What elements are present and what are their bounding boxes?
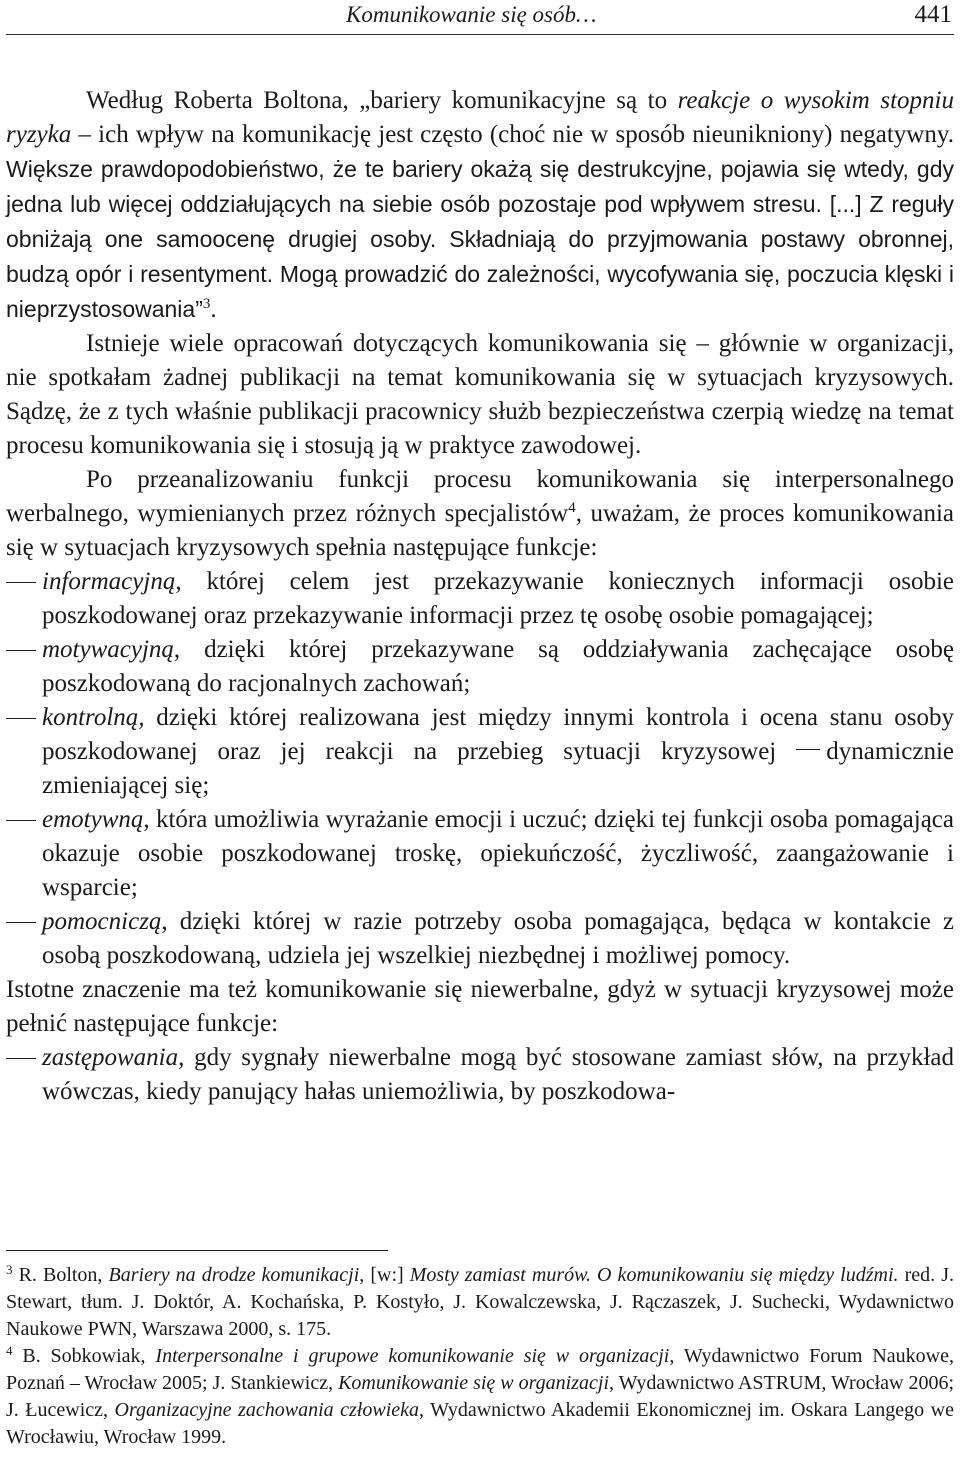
list-text-tail: dynamicznie zmieniającej się; [42,738,954,799]
p3-text-a: Po przeanalizowaniu funkcji procesu komunikowania się interpersonalnego werbalnego, wymienianych przez różnych specjalistów [6,466,954,527]
fn-italic: Bariery na drodze komunikacji [108,1264,360,1286]
footnote-3 [6,1262,954,1343]
footnote-ref-4: 4 [568,500,576,516]
list-text: , dzięki której przekazywane są oddziaływania zachęcające osobę poszkodowaną do racjonalnych zachowań; [42,636,954,697]
p1-quote: Większe prawdopodobieństwo, że te bariery okażą się destrukcyjne, pojawia się wtedy, gdy jedna lub więcej oddziałujących na siebie osób pozostaje pod wpływem stresu. [...] Z reguły obniżają one samoocenę drugiej osoby. Składniają do przyjmowania postawy obronnej, budzą opór i resentyment. Mogą prowadzić do zależności, wycofywania się, poczucia klęski i nieprzystosowania [6,156,954,322]
p1-text-b: – ich wpływ na komunikację jest często (choć nie w sposób nieunikniony) negatywny. [71,121,954,148]
list-item-pomocnicza [6,905,954,973]
footnote-number: 4 [6,1343,13,1358]
fn-text: , [w:] [359,1264,410,1286]
list-item-emotywna [6,803,954,905]
fn-italic: Interpersonalne i grupowe komunikowanie się w organizacji [155,1345,670,1367]
fn-italic: Mosty zamiast murów. O komunikowaniu się między ludźmi. [409,1264,899,1286]
list-term: motywacyjną [42,636,174,663]
header-rule [6,34,954,35]
list-item-kontrolna [6,701,954,803]
body-text [6,84,954,1109]
p1-text-a: Według Roberta Boltona, „bariery komunikacyjne są to [86,87,678,114]
footnote-rule [6,1250,388,1251]
fn-italic: Organizacyjne zachowania człowieka [114,1399,420,1421]
footnote-4 [6,1343,954,1451]
list-item-motywacyjna [6,633,954,701]
list-item-zastepowania [6,1041,954,1109]
list-term: emotywną, [42,806,150,833]
fn-italic: Komunikowanie się w organizacji [338,1372,610,1394]
footnotes [6,1262,954,1451]
paragraph-1: Według Roberta Boltona, „bariery komunikacyjne są to reakcje o wysokim stopniu ryzyka – ich wpływ na komunikację jest często (choć nie w sposób nieunikniony) negatywny. Większe prawdopodobieństwo, że te bariery okażą się destrukcyjne, pojawia się wtedy, gdy jedna lub więcej oddziałujących na siebie osób pozostaje pod wpływem stresu. [...] Z reguły obniżają one samoocenę drugiej osoby. Składniają do przyjmowania postawy obronnej, budzą opór i resentyment. Mogą prowadzić do zależności, wycofywania się, poczucia klęski i nieprzystosowania”$^3$. [6,87,954,323]
fn-text: , Wydawnictwo Akademii Ekonomicznej im. Oskara Langego we Wrocławiu, Wrocław 1999. [6,1399,954,1448]
list-text: gdy sygnały niewerbalne mogą być stosowane zamiast słów, na przykład wówczas, kiedy panujący hałas uniemożliwia, by poszkodowa- [42,1044,954,1105]
paragraph-4: Istotne znaczenie ma też komunikowanie się niewerbalne, gdyż w sytuacji kryzysowej może pełnić następujące funkcje: [6,976,954,1037]
p1-italic: reakcje o wysokim stopniu ryzyka [6,87,954,148]
fn-text: , Wydawnictwo ASTRUM, Wrocław 2006; J. Łucewicz, [6,1372,955,1421]
footnote-ref-3: 3 [202,296,211,312]
list-text: dzięki której realizowana jest między innymi kontrola i ocena stanu osoby poszkodowanej oraz jej reakcji na przebieg sytuacji kryzysowej [42,704,954,765]
footnote-number: 3 [6,1262,13,1277]
p1-text-d: . [210,296,217,323]
list-item-informacyjna [6,565,954,633]
paragraph-2: Istnieje wiele opracowań dotyczących komunikowania się – głównie w organizacji, nie spotkałam żadnej publikacji na temat komunikowania się w sytuacjach kryzysowych. Sądzę, że z tych właśnie publikacji pracownicy służb bezpieczeństwa czerpią wiedzę na temat procesu komunikowania się i stosują ją w praktyce zawodowej. [6,330,954,459]
list-text: która umożliwia wyrażanie emocji i uczuć; dzięki tej funkcji osoba pomagająca okazuje osobie poszkodowanej troskę, opiekuńczość, życzliwość, zaangażowanie i wsparcie; [42,806,954,901]
list-term: informacyjną [42,568,176,595]
p3-text-b: , uważam, że proces komunikowania się w sytuacjach kryzysowych spełnia następujące funkcje: [6,500,955,561]
running-head-title: Komunikowanie się osób… [346,2,597,27]
list-text: , dzięki której w razie potrzeby osoba pomagająca, będąca w kontakcie z osobą poszkodowaną, udziela jej wszelkiej niezbędnej i możliwej pomocy. [42,908,954,969]
fn-text: red. J. Stewart, tłum. J. Doktór, A. Kochańska, P. Kostyło, J. Kowalczewska, J. Rączaszek, J. Suchecki, Wydawnictwo Naukowe PWN, Warszawa 2000, s. 175. [6,1264,954,1340]
fn-text: , Wydawnictwo Forum Naukowe, Poznań – Wrocław 2005; J. Stankiewicz, [6,1345,954,1394]
paragraph-3 [6,463,954,565]
list-term: pomocniczą [42,908,162,935]
list-term: kontrolną, [42,704,145,731]
fn-text: R. Bolton, [12,1264,109,1286]
list-term: zastępowania, [42,1044,185,1071]
running-head [6,0,952,32]
list-text: , której celem jest przekazywanie koniecznych informacji osobie poszkodowanej oraz przekazywanie informacji przez tę osobę osobie pomagającej; [42,568,954,629]
inline-dash [796,749,820,751]
fn-text: B. Sobkowiak, [12,1345,156,1367]
page-number: 441 [914,1,952,28]
